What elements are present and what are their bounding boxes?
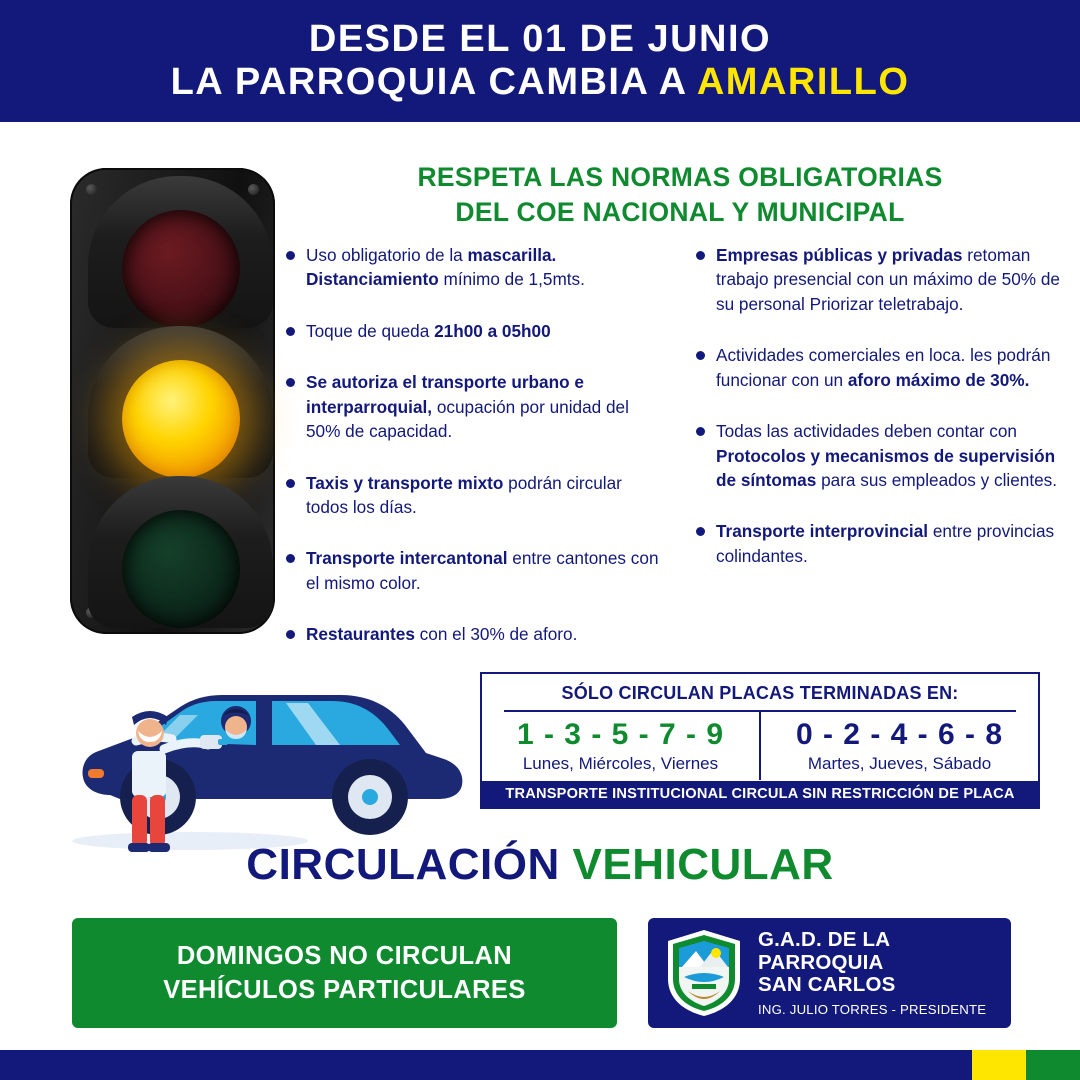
norm-bullet-item [286,622,666,646]
sunday-restriction-line-2: VEHÍCULOS PARTICULARES [163,976,526,1004]
norm-text-plain: podrán circular todos los días. [306,472,622,517]
norms-right-column [696,243,1076,674]
plates-odd-numbers: 1 - 3 - 5 - 7 - 9 [516,718,725,751]
bullet-dot-icon [696,251,705,260]
circulation-heading [0,840,1080,890]
norm-text-plain: Todas las actividades deben contar con [716,421,1017,442]
norm-text-bold: Se autoriza el transporte urbano e interparroquial, [306,372,584,417]
norm-text-bold: mascarilla. [467,245,557,265]
plates-body [482,712,1038,780]
norm-text-plain: retoman trabajo presencial con un máximo de 50% de su personal Priorizar teletrabajo. [716,245,1060,314]
norm-bullet-text [716,519,1076,568]
norms-title [300,160,1060,230]
norm-bullet-item [696,519,1076,568]
norm-text-bold: 21h00 a 05h00 [434,320,551,341]
norm-text-bold: Transporte intercantonal [306,548,508,569]
header-line-2-highlight: AMARILLO [696,61,910,103]
norm-text-bold: Distanciamiento [306,269,439,290]
norm-bullet-text [306,471,666,520]
norm-bullet-item [286,370,666,443]
norm-bullet-text [716,343,1076,392]
norm-text-plain: ocupación por unidad del 50% de capacidad. [306,396,629,442]
norm-text-plain: entre cantones con el mismo color. [306,548,659,593]
norm-bullet-text [306,622,577,646]
norm-text-bold: Taxis y transporte mixto [306,472,504,493]
norm-bullet-item [696,243,1076,316]
norm-text-bold: Restaurantes [306,624,415,645]
circulation-word-1: CIRCULACIÓN [246,840,560,889]
coat-of-arms-icon [662,927,746,1019]
traffic-light-visor-red [88,176,273,328]
bullet-dot-icon [696,527,705,536]
footer-segment-yellow [972,1050,1026,1080]
gad-line-1: G.A.D. DE LA PARROQUIA [758,927,890,974]
norms-title-line-1: RESPETA LAS NORMAS OBLIGATORIAS [417,162,943,192]
plates-even-numbers: 0 - 2 - 4 - 6 - 8 [795,718,1004,751]
bolt-icon [86,184,97,195]
norm-bullet-text [306,319,551,343]
traffic-light-visor-yellow [88,326,273,478]
header-line-2 [171,61,910,104]
norm-text-plain: entre provincias colindantes. [716,521,1055,566]
bullet-dot-icon [286,251,295,260]
plates-odd-group [482,712,761,780]
norms-title-line-2: DEL COE NACIONAL Y MUNICIPAL [455,196,905,227]
traffic-light-lamp-red [122,210,240,328]
norm-text-plain: Actividades comerciales en loca. les podrán funcionar con un [716,345,1051,390]
plates-even-days: Martes, Jueves, Sábado [807,754,992,773]
traffic-light-visor-green [88,476,273,628]
plates-footer-note: TRANSPORTE INSTITUCIONAL CIRCULA SIN RESTRICCIÓN DE PLACA [482,781,1038,807]
sunday-restriction-box [72,918,617,1028]
gad-line-2: SAN CARLOS [758,973,896,997]
traffic-light-body [70,168,275,634]
plates-title: SÓLO CIRCULAN PLACAS TERMINADAS EN: [561,683,959,703]
norm-bullet-text [306,546,666,595]
norm-bullet-item [286,243,666,292]
norms-columns [286,243,1076,674]
bullet-dot-icon [286,327,295,336]
footer-segment-green [1026,1050,1080,1080]
norm-text-plain: mínimo de 1,5mts. [438,269,585,290]
norm-text-plain: Uso obligatorio de la [306,245,468,265]
norm-bullet-item [286,319,666,343]
norm-bullet-item [286,471,666,520]
norm-bullet-text [306,370,666,443]
car-illustration [40,645,480,860]
header-line-2-prefix: LA PARROQUIA CAMBIA A [170,61,697,103]
norm-text-plain: Toque de queda [306,320,435,341]
traffic-light-icon [62,168,287,638]
norms-left-column [286,243,666,674]
norm-text-plain: con el 30% de aforo. [414,624,578,645]
norm-bullet-text [716,243,1076,316]
norm-text-bold: Empresas públicas y privadas [716,245,963,265]
circulation-word-2: VEHICULAR [572,840,834,889]
gad-text [758,929,1011,1018]
bullet-dot-icon [286,554,295,563]
header-line-1: DESDE EL 01 DE JUNIO [308,18,772,61]
plates-even-group [761,712,1038,780]
traffic-light-lamp-yellow [122,360,240,478]
traffic-light-lamp-green [122,510,240,628]
norm-bullet-item [696,343,1076,392]
gad-logo-box [648,918,1011,1028]
bullet-dot-icon [696,351,705,360]
norm-text-plain: para sus empleados y clientes. [816,469,1058,490]
norm-bullet-text [306,243,666,292]
norm-text-bold: Protocolos y mecanismos de supervisión de síntomas [716,445,1056,490]
bullet-dot-icon [286,479,295,488]
gad-line-3: ING. JULIO TORRES - PRESIDENTE [758,1002,987,1018]
bullet-dot-icon [696,427,705,436]
plates-panel [480,672,1040,809]
norm-text-bold: aforo máximo de 30%. [847,369,1030,390]
bullet-dot-icon [286,378,295,387]
norm-bullet-text [716,419,1076,492]
bolt-icon [248,184,259,195]
norm-text-bold: Transporte interprovincial [716,521,929,542]
plates-odd-days: Lunes, Miércoles, Viernes [522,754,719,773]
bullet-dot-icon [286,630,295,639]
sunday-restriction-line-1: DOMINGOS NO CIRCULAN [176,941,513,970]
footer-bar [0,1050,1080,1080]
header-banner [0,0,1080,122]
norm-bullet-item [286,546,666,595]
norm-bullet-item [696,419,1076,492]
